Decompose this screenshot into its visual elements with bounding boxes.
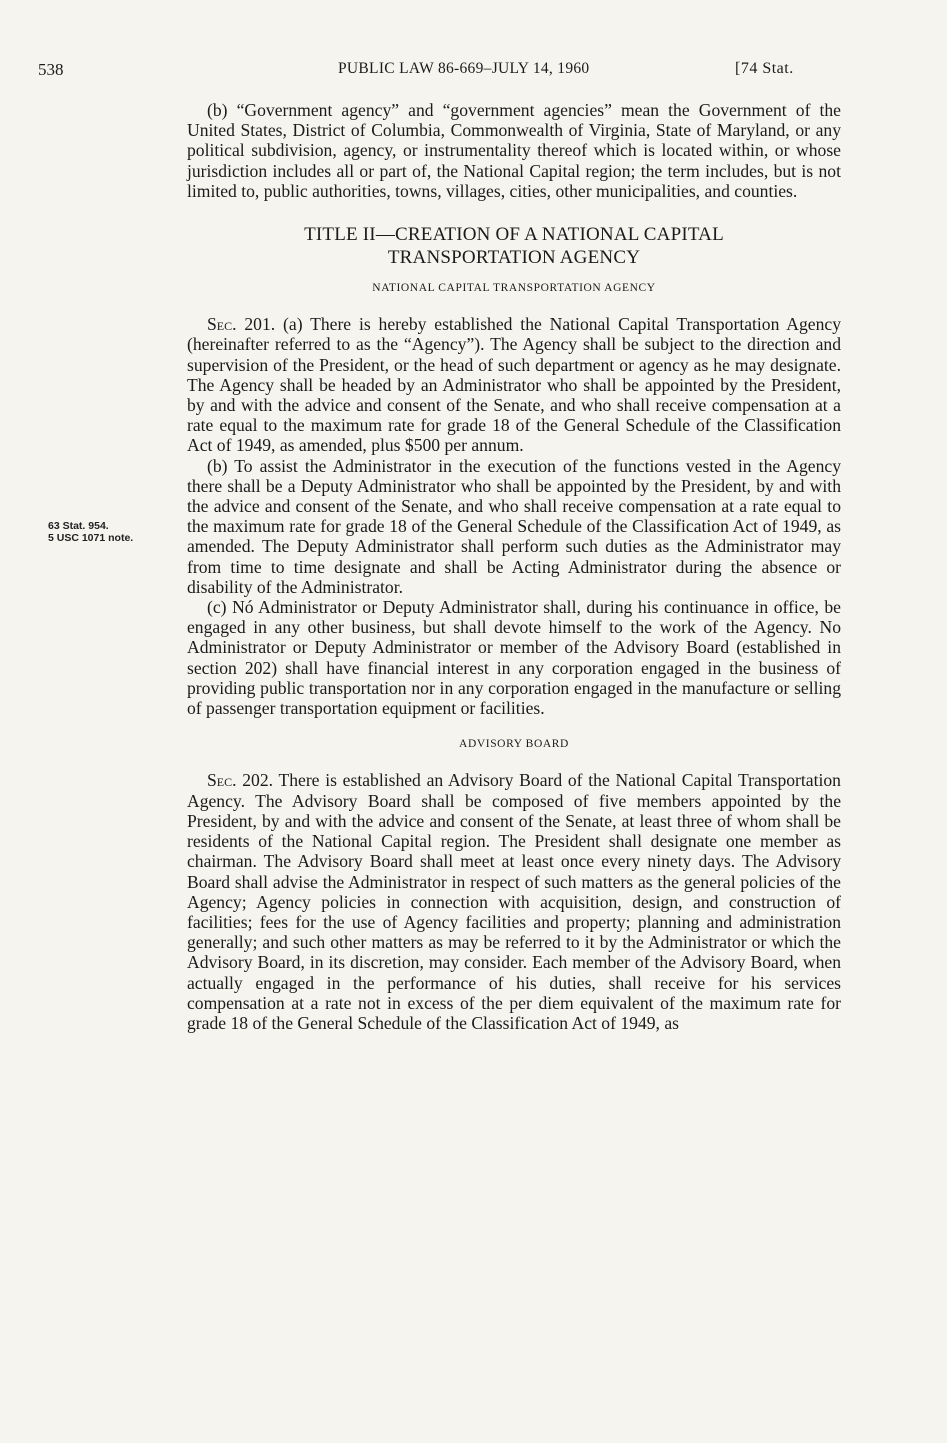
running-title: PUBLIC LAW 86-669–JULY 14, 1960 <box>338 60 590 77</box>
page-number: 538 <box>38 60 64 79</box>
section-subheading-agency: NATIONAL CAPITAL TRANSPORTATION AGENCY <box>372 282 656 295</box>
section-subheading-board: ADVISORY BOARD <box>459 738 569 751</box>
section-201-b: (b) To assist the Administrator in the execution of the functions vested in the Agency there shall be a Deputy Administrator who shall be appointed by the President, by and with the advice and consent of the Senate, and who shall receive compensation at a rate equal to the maximum rate for grade 18 of the General Schedule of the Classification Act of 1949, as amended. The Deputy Administrator shall perform such duties as the Administrator may from time to time designate and shall be Acting Administrator during the absence or disability of the Administrator. <box>187 455 841 597</box>
section-202 <box>187 770 841 1033</box>
title-line-2: TRANSPORTATION AGENCY <box>387 247 641 269</box>
title-heading <box>187 223 841 269</box>
section-202-text: There is established an Advisory Board of the National Capital Transportation Agency. The Advisory Board shall be composed of five members appointed by the President, by and with the advice and consent of the Senate, at least three of whom shall be residents of the National Capital region. The President shall designate one member as chairman. The Advisory Board shall meet at least once every ninety days. The Advisory Board shall advise the Administrator in respect of such matters as the general policies of the Agency; Agency policies in connection with acquisition, design, and construction of facilities; fees for the use of Agency facilities and property; planning and administration generally; and such other matters as may be referred to it by the Administrator or which the Advisory Board, in its discretion, may consider. Each member of the Advisory Board, when actually engaged in the performance of his duties, shall receive for his services compensation at a rate not in excess of the per diem equivalent of the maximum rate for grade 18 of the General Schedule of the Classification Act of 1949, as <box>187 770 841 1033</box>
margin-citation-line-2: 5 USC 1071 note. <box>48 532 134 544</box>
title-line-1: TITLE II—CREATION OF A NATIONAL CAPITAL <box>304 224 724 246</box>
section-202-label: Sec. 202. <box>207 770 274 791</box>
margin-citation-line-1: 63 Stat. 954. <box>48 520 109 532</box>
margin-citation <box>48 520 133 544</box>
section-201-label: Sec. 201. <box>207 314 276 335</box>
section-201-a <box>187 314 841 455</box>
section-201-a-text: (a) There is hereby established the National Capital Transportation Agency (hereinafter referred to as the “Agency”). The Agency shall be subject to the direction and supervision of the President, or the head of such department or agency as he may designate. The Agency shall be headed by an Administrator who shall be appointed by the President, by and with the advice and consent of the Senate, and who shall receive compensation at a rate equal to the maximum rate for grade 18 of the General Schedule of the Classification Act of 1949, as amended, plus $500 per annum. <box>187 314 841 456</box>
document-body <box>187 100 841 1033</box>
paragraph-definition-b: (b) “Government agency” and “government agencies” mean the Government of the United States, District of Columbia, Commonwealth of Virginia, State of Maryland, or any political subdivision, agency, or instrumentality thereof which is located within, or whose jurisdiction includes all or part of, the National Capital region; the term includes, but is not limited to, public authorities, towns, villages, cities, other municipalities, and counties. <box>187 100 841 201</box>
page-header <box>38 60 857 90</box>
statute-reference: [74 Stat. <box>735 60 794 77</box>
section-201-c: (c) Nó Administrator or Deputy Administrator shall, during his continuance in office, be engaged in any other business, but shall devote himself to the work of the Agency. No Administrator or Deputy Administrator or member of the Advisory Board (established in section 202) shall have financial interest in any corporation engaged in the business of providing public transportation nor in any corporation engaged in the manufacture or selling of passenger transportation equipment or facilities. <box>187 597 841 719</box>
